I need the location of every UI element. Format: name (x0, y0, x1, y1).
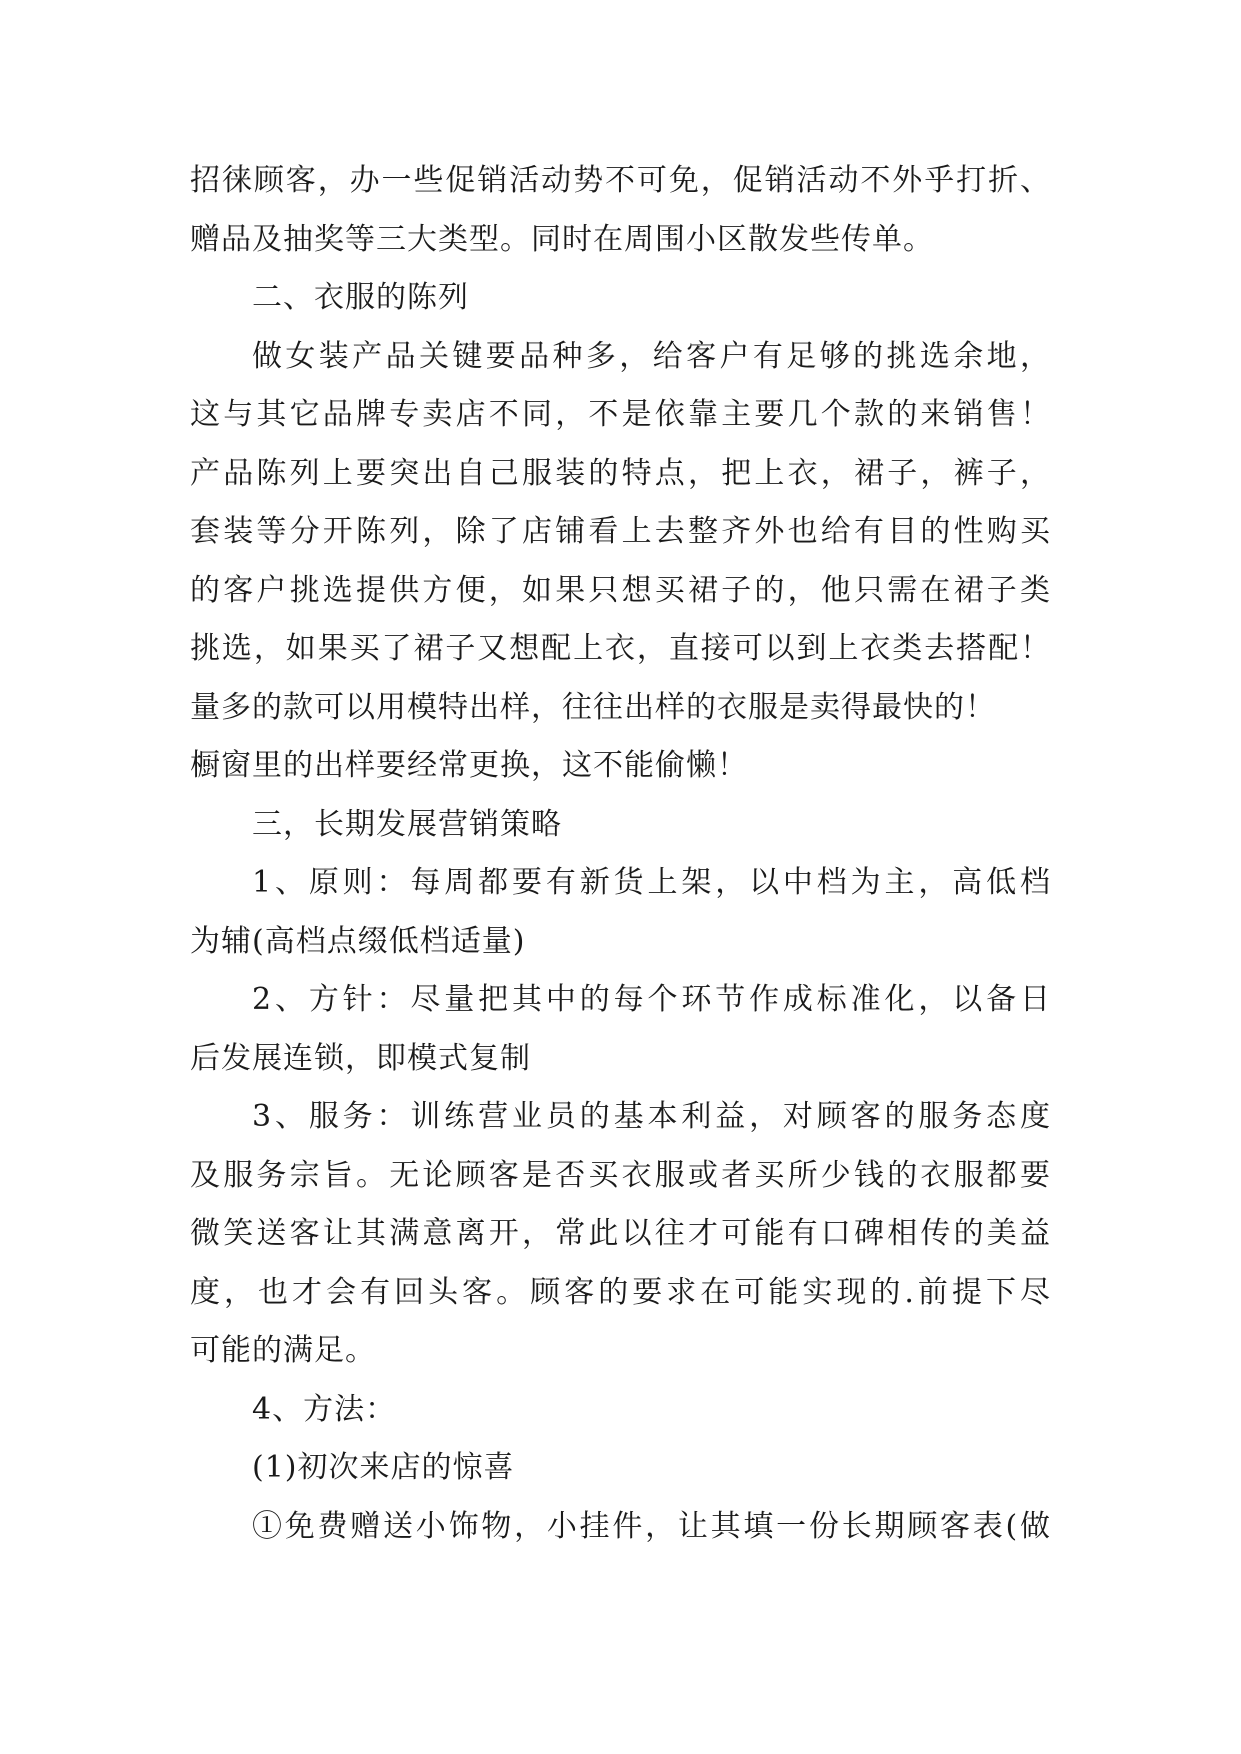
text-line: 招徕顾客，办一些促销活动势不可免，促销活动不外乎打折、 (190, 163, 1050, 198)
text-line: 后发展连锁，即模式复制 (190, 1040, 531, 1076)
text-line: 赠品及抽奖等三大类型。同时在周围小区散发些传单。 (190, 221, 934, 257)
text-line: 为辅(高档点缀低档适量) (190, 923, 526, 959)
section-heading: 二、衣服的陈列 (252, 280, 469, 315)
text-line: 4、方法： (252, 1391, 397, 1427)
text-line: 的客户挑选提供方便，如果只想买裙子的，他只需在裙子类 (190, 572, 1050, 608)
text-line: 橱窗里的出样要经常更换，这不能偷懒！ (190, 748, 748, 783)
text-line: ①免费赠送小饰物，小挂件，让其填一份长期顾客表(做 (252, 1508, 1050, 1544)
text-line: 及服务宗旨。无论顾客是否买衣服或者买所少钱的衣服都要 (190, 1157, 1050, 1193)
text-line: 量多的款可以用模特出样，往往出样的衣服是卖得最快的！ (190, 689, 996, 725)
text-line: 可能的满足。 (190, 1333, 376, 1368)
section-heading: 三，长期发展营销策略 (252, 806, 562, 842)
text-line: 产品陈列上要突出自己服装的特点，把上衣，裙子，裤子， (190, 455, 1050, 491)
text-line: 1、原则：每周都要有新货上架，以中档为主，高低档 (252, 865, 1050, 900)
text-line: 微笑送客让其满意离开，常此以往才可能有口碑相传的美益 (190, 1216, 1050, 1251)
document-body (190, 152, 1050, 1556)
text-line: 挑选，如果买了裙子又想配上衣，直接可以到上衣类去搭配！ (190, 631, 1050, 666)
text-line: 3、服务：训练营业员的基本利益，对顾客的服务态度 (252, 1099, 1050, 1134)
text-line: 这与其它品牌专卖店不同，不是依靠主要几个款的来销售！ (190, 397, 1050, 432)
text-line: 做女装产品关键要品种多，给客户有足够的挑选余地， (252, 338, 1050, 374)
text-line: 度，也才会有回头客。顾客的要求在可能实现的.前提下尽 (190, 1274, 1050, 1310)
text-line: 2、方针：尽量把其中的每个环节作成标准化，以备日 (252, 982, 1050, 1017)
text-line: (1)初次来店的惊喜 (252, 1450, 515, 1485)
text-line: 套装等分开陈列，除了店铺看上去整齐外也给有目的性购买 (190, 514, 1050, 549)
